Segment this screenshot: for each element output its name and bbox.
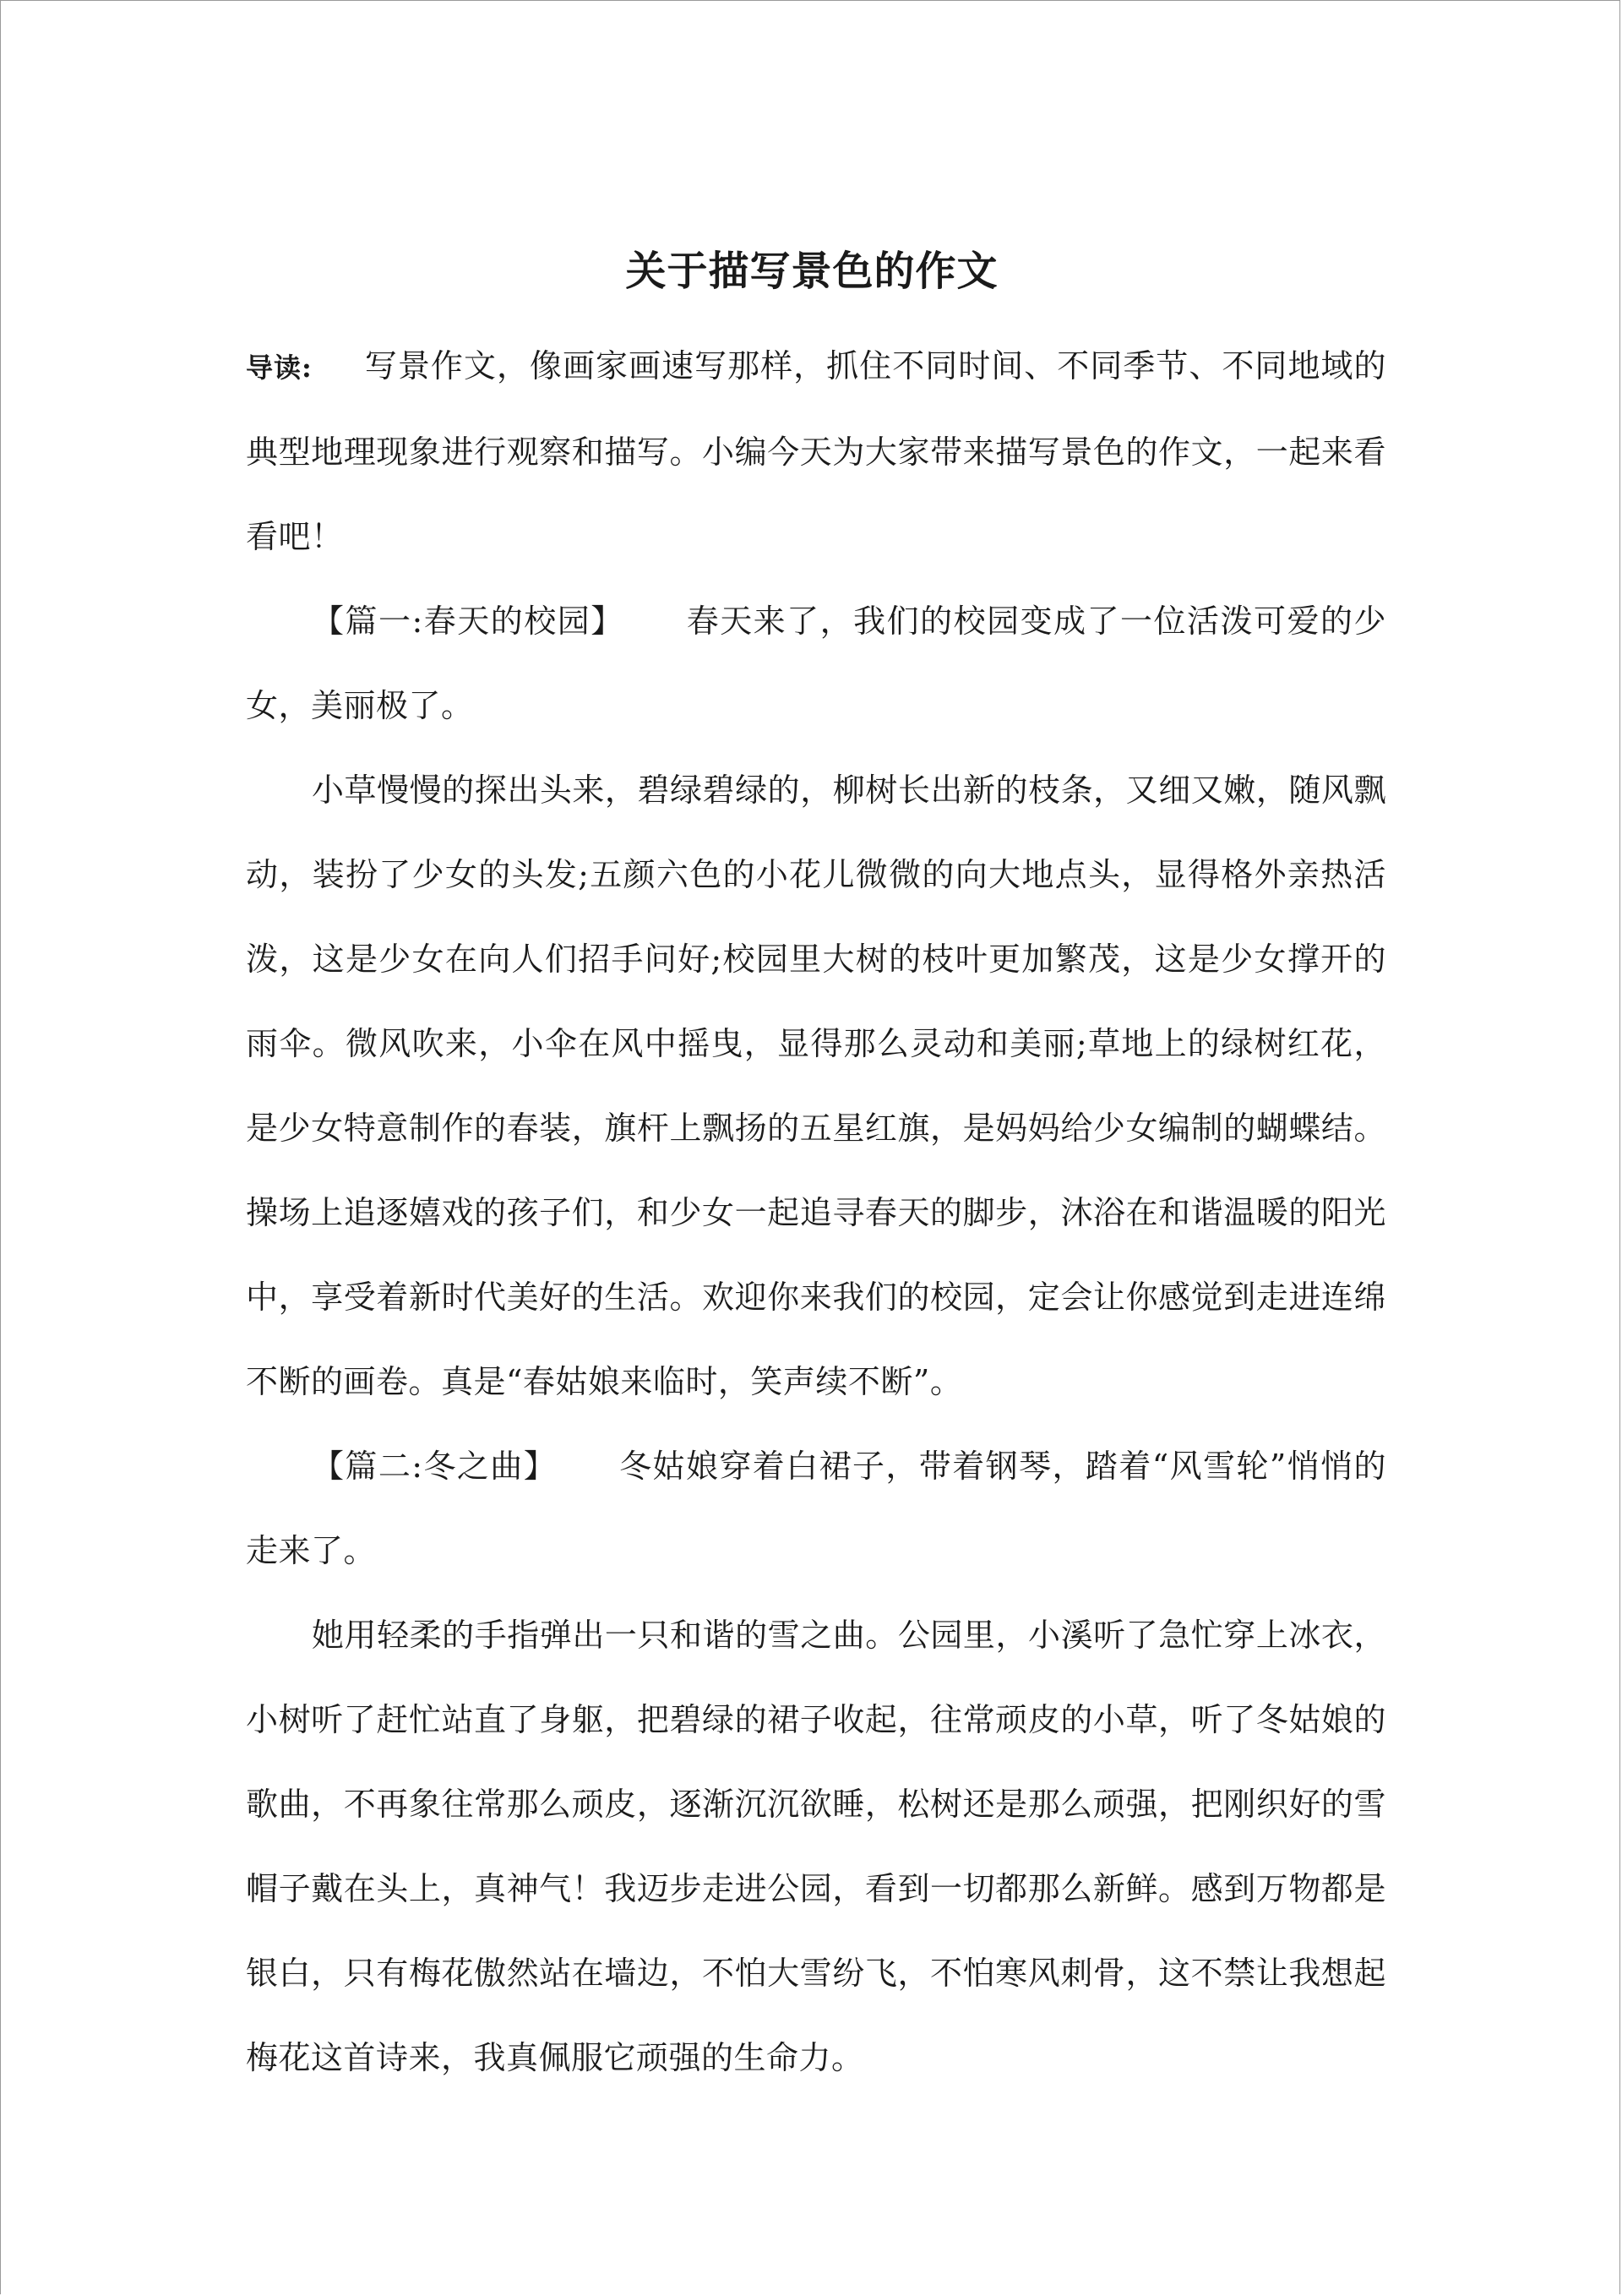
section1-lead-paragraph [246,579,1386,748]
intro-paragraph [246,324,1386,579]
intro-text: 写景作文，像画家画速写那样，抓住不同时间、不同季节、不同地域的典型地理现象进行观察和描写。小编今天为大家带来描写景色的作文，一起来看看吧！ [246,347,1386,555]
section1-heading: 【篇一:春天的校园】 [312,603,624,640]
intro-label: 导读: [246,352,313,384]
document-body [246,324,1386,2100]
section2-lead-paragraph [246,1424,1386,1593]
section1-body-paragraph: 小草慢慢的探出头来，碧绿碧绿的，柳树长出新的枝条，又细又嫩，随风飘动，装扮了少女的头发;五颜六色的小花儿微微的向大地点头，显得格外亲热活泼，这是少女在向人们招手问好;校园里大树的枝叶更加繁茂，这是少女撑开的雨伞。微风吹来，小伞在风中摇曳，显得那么灵动和美丽;草地上的绿树红花，是少女特意制作的春装，旗杆上飘扬的五星红旗，是妈妈给少女编制的蝴蝶结。操场上追逐嬉戏的孩子们，和少女一起追寻春天的脚步，沐浴在和谐温暖的阳光中，享受着新时代美好的生活。欢迎你来我们的校园，定会让你感觉到走进连绵不断的画卷。真是“春姑娘来临时，笑声续不断”。 [246,772,1386,1400]
section2-body-paragraph: 她用轻柔的手指弹出一只和谐的雪之曲。公园里，小溪听了急忙穿上冰衣，小树听了赶忙站直了身躯，把碧绿的裙子收起，往常顽皮的小草，听了冬姑娘的歌曲，不再象往常那么顽皮，逐渐沉沉欲睡，松树还是那么顽强，把刚织好的雪帽子戴在头上，真神气！我迈步走进公园，看到一切都那么新鲜。感到万物都是银白，只有梅花傲然站在墙边，不怕大雪纷飞，不怕寒风刺骨，这不禁让我想起梅花这首诗来，我真佩服它顽强的生命力。 [246,1617,1386,2076]
section2-lead-text: 冬姑娘穿着白裙子，带着钢琴，踏着“风雪轮”悄悄的走来了。 [246,1448,1386,1569]
page-title: 关于描写景色的作文 [625,248,999,295]
section1-lead-text: 春天来了，我们的校园变成了一位活泼可爱的少女，美丽极了。 [246,603,1386,724]
section2-heading: 【篇二:冬之曲】 [312,1448,558,1485]
